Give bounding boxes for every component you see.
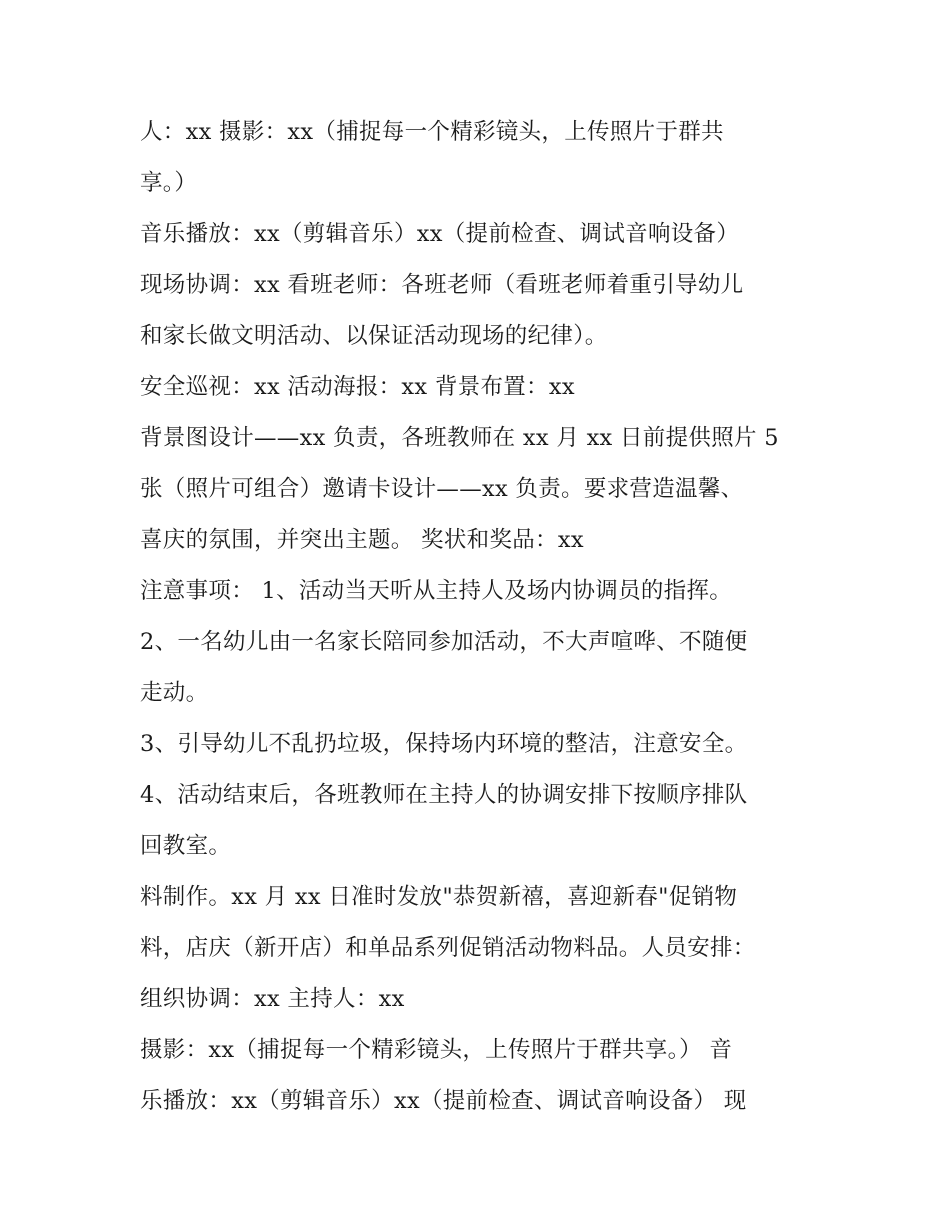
text-line: 乐播放：xx（剪辑音乐）xx（提前检查、调试音响设备） 现 — [140, 1088, 747, 1114]
text-line: 享。） — [140, 170, 198, 196]
text-line: 张（照片可组合）邀请卡设计——xx 负责。要求营造温馨、 — [140, 476, 744, 502]
text-line: 摄影：xx（捕捉每一个精彩镜头，上传照片于群共享。） 音 — [140, 1037, 733, 1063]
text-line: 组织协调：xx 主持人：xx — [140, 986, 405, 1012]
text-line: 背景图设计——xx 负责，各班教师在 xx 月 xx 日前提供照片 5 — [140, 425, 779, 451]
text-line: 人：xx 摄影：xx（捕捉每一个精彩镜头，上传照片于群共 — [140, 119, 724, 145]
text-line: 4、活动结束后，各班教师在主持人的协调安排下按顺序排队 — [140, 782, 748, 808]
text-line: 2、一名幼儿由一名家长陪同参加活动，不大声喧哗、不随便 — [140, 629, 748, 655]
text-line: 料，店庆（新开店）和单品系列促销活动物料品。人员安排： — [140, 935, 756, 961]
text-line: 喜庆的氛围，并突出主题。 奖状和奖品：xx — [140, 527, 584, 553]
text-line: 走动。 — [140, 680, 209, 706]
document-body — [140, 107, 820, 1127]
text-line: 回教室。 — [140, 833, 232, 859]
text-line: 现场协调：xx 看班老师：各班老师（看班老师着重引导幼儿 — [140, 272, 744, 298]
text-line: 和家长做文明活动、以保证活动现场的纪律）。 — [140, 323, 608, 349]
text-line: 音乐播放：xx（剪辑音乐）xx（提前检查、调试音响设备） — [140, 221, 740, 247]
text-line: 3、引导幼儿不乱扔垃圾，保持场内环境的整洁，注意安全。 — [140, 731, 748, 757]
text-line: 料制作。xx 月 xx 日准时发放"恭贺新禧，喜迎新春"促销物 — [140, 884, 738, 910]
text-line: 安全巡视：xx 活动海报：xx 背景布置：xx — [140, 374, 575, 400]
text-line: 注意事项： 1、活动当天听从主持人及场内协调员的指挥。 — [140, 578, 733, 604]
